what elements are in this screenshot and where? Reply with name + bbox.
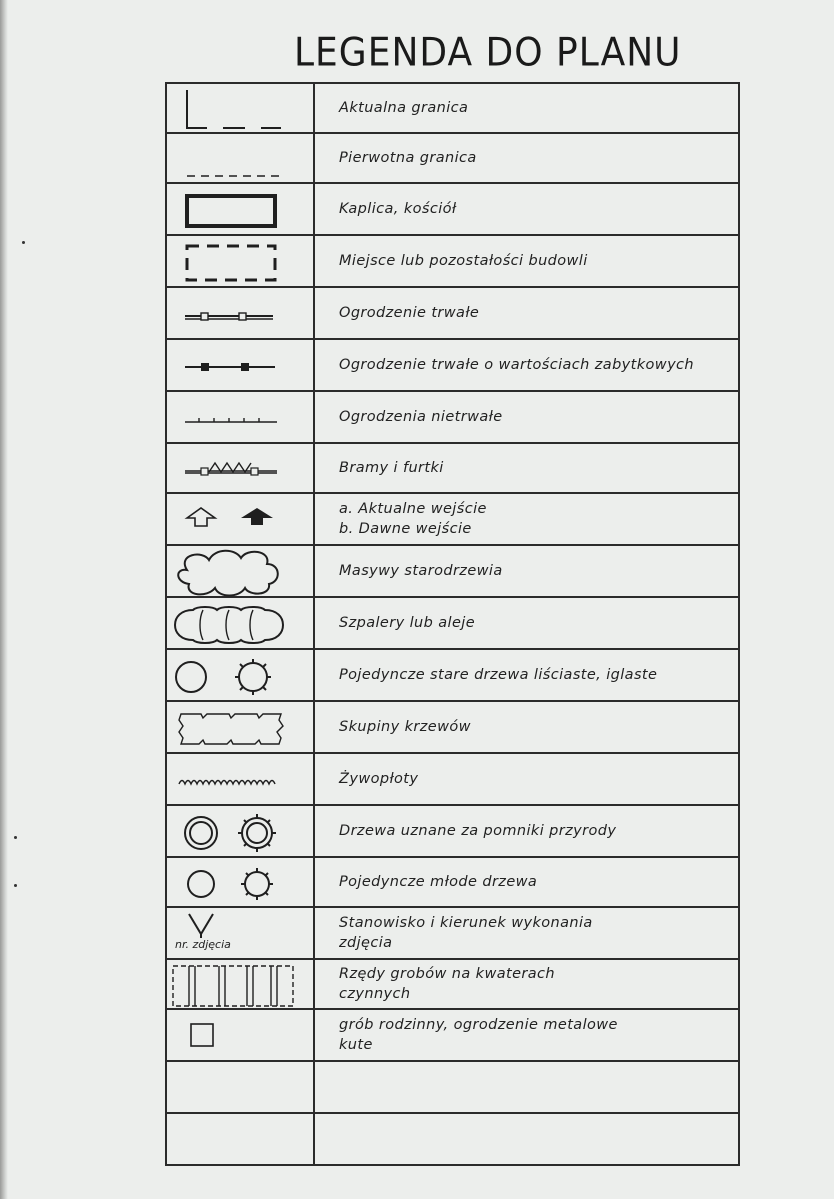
- single-old-tree-icon: [167, 650, 313, 700]
- legend-label-line2: zdjęcia: [339, 935, 393, 951]
- legend-label: Ogrodzenie trwałe o wartościach zabytkowych: [339, 357, 695, 373]
- legend-row: [167, 908, 738, 960]
- legend-label: Ogrodzenie trwałe: [339, 305, 480, 321]
- legend-row: [167, 858, 738, 908]
- legend-label-line2: b. Dawne wejście: [339, 521, 472, 537]
- hedge-icon: [167, 754, 313, 804]
- legend-label-line2: kute: [339, 1037, 373, 1053]
- legend-label: Pojedyncze młode drzewa: [339, 874, 538, 890]
- legend-row-empty: [167, 1114, 738, 1166]
- legend-row: [167, 84, 738, 134]
- page-title: LEGENDA DO PLANU: [294, 31, 682, 76]
- legend-row: [167, 702, 738, 754]
- legend-row: [167, 288, 738, 340]
- old-tree-mass-icon: [167, 546, 313, 596]
- legend-label: Skupiny krzewów: [339, 719, 471, 735]
- gate-icon: [167, 444, 313, 492]
- legend-label: grób rodzinny, ogrodzenie metalowe: [339, 1017, 618, 1033]
- legend-label: Miejsce lub pozostałości budowli: [339, 253, 588, 269]
- legend-label: Drzewa uznane za pomniki przyrody: [339, 823, 617, 839]
- legend-label: Aktualna granica: [339, 100, 469, 116]
- legend-row: [167, 392, 738, 444]
- scan-speck: [14, 836, 17, 839]
- legend-label: Pojedyncze stare drzewa liściaste, iglaste: [339, 667, 658, 683]
- photo-viewpoint-icon: [167, 908, 313, 958]
- legend-row: [167, 444, 738, 494]
- legend-label: Żywopłoty: [339, 771, 419, 787]
- legend-row: [167, 340, 738, 392]
- legend-row: [167, 960, 738, 1010]
- scan-speck: [14, 884, 17, 887]
- legend-row: [167, 184, 738, 236]
- legend-label: Szpalery lub aleje: [339, 615, 476, 631]
- legend-label-line2: czynnych: [339, 986, 411, 1002]
- historic-fence-icon: [167, 340, 313, 390]
- legend-table: [165, 82, 740, 1166]
- tree-row-icon: [167, 598, 313, 648]
- current-boundary-icon: [167, 84, 313, 132]
- legend-label: Rzędy grobów na kwaterach: [339, 966, 556, 982]
- permanent-fence-icon: [167, 288, 313, 338]
- legend-row: [167, 236, 738, 288]
- original-boundary-icon: [167, 134, 313, 182]
- legend-row: [167, 134, 738, 184]
- legend-row: [167, 754, 738, 806]
- scan-speck: [22, 241, 25, 244]
- entrance-arrows-icon: [167, 494, 313, 544]
- building-remains-icon: [167, 236, 313, 286]
- young-tree-icon: [167, 858, 313, 906]
- legend-row: [167, 650, 738, 702]
- legend-label: Pierwotna granica: [339, 150, 477, 166]
- legend-label: Bramy i furtki: [339, 460, 444, 476]
- legend-row: [167, 494, 738, 546]
- shrub-group-icon: [167, 702, 313, 752]
- temporary-fence-icon: [167, 392, 313, 442]
- legend-row: [167, 806, 738, 858]
- legend-row: [167, 1010, 738, 1062]
- legend-label: a. Aktualne wejście: [339, 501, 487, 517]
- legend-label: Masywy starodrzewia: [339, 563, 503, 579]
- legend-row: [167, 546, 738, 598]
- scan-edge: [0, 0, 8, 1199]
- photo-number-label: nr. zdjęcia: [175, 938, 231, 951]
- legend-label: Stanowisko i kierunek wykonania: [339, 915, 593, 931]
- legend-row-empty: [167, 1062, 738, 1114]
- legend-label: Kaplica, kościół: [339, 201, 457, 217]
- legend-row: [167, 598, 738, 650]
- family-grave-icon: [167, 1010, 313, 1060]
- natural-monument-icon: [167, 806, 313, 856]
- legend-label: Ogrodzenia nietrwałe: [339, 409, 503, 425]
- grave-rows-icon: [167, 960, 313, 1008]
- chapel-church-icon: [167, 184, 313, 234]
